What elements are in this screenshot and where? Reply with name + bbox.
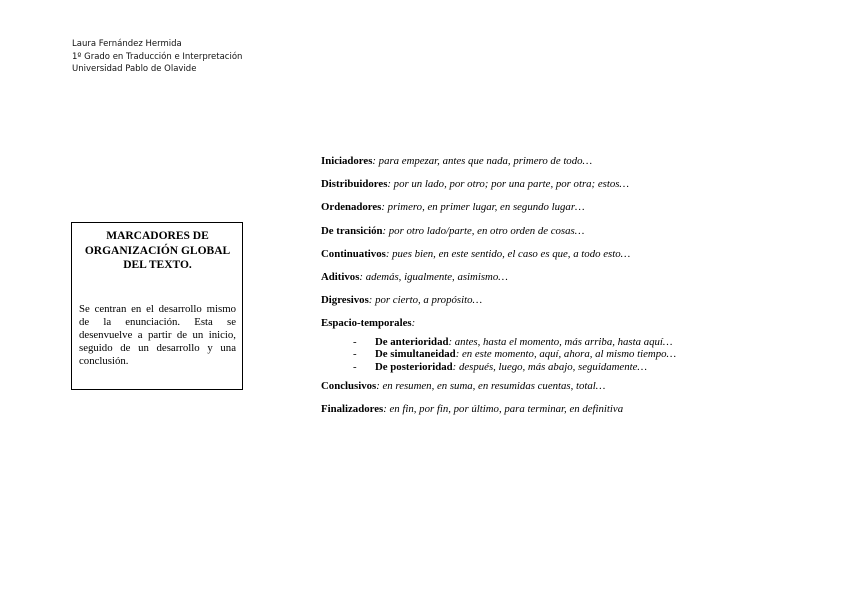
marker-entry-continuativos [321, 247, 821, 270]
marker-entry-iniciadores [321, 154, 821, 177]
marker-term: Continuativos [321, 247, 386, 260]
marker-term: Iniciadores [321, 155, 373, 167]
marker-term: Aditivos [321, 270, 360, 283]
marker-examples: : para empezar, antes que nada, primero de todo… [372, 155, 593, 167]
definition-box [71, 222, 243, 390]
sub-marker-term: De simultaneidad [375, 348, 456, 360]
markers-list [321, 154, 821, 425]
sub-marker-simultaneidad [353, 348, 821, 361]
marker-term: Espacio-temporales [321, 317, 412, 330]
marker-term: Ordenadores [321, 201, 382, 214]
marker-term: Conclusivos [321, 380, 377, 392]
marker-term: De transición [321, 224, 383, 237]
marker-entry-distribuidores [321, 177, 821, 200]
author-name: Laura Fernández Hermida [72, 39, 182, 49]
sub-marker-term: De posterioridad [375, 360, 453, 373]
marker-term: Digresivos [321, 294, 369, 307]
box-title: MARCADORES DE ORGANIZACIÓN GLOBAL DEL TEXTO. [84, 230, 231, 271]
dash-bullet: - [353, 335, 357, 348]
spatio-temporal-sublist [321, 336, 821, 374]
document-header [72, 38, 242, 76]
sub-marker-examples: : antes, hasta el momento, más arriba, hasta aquí… [448, 335, 673, 348]
course-name: 1º Grado en Traducción e Interpretación [72, 51, 243, 62]
marker-examples: : pues bien, en este sentido, el caso es que, a todo esto… [385, 247, 631, 260]
marker-examples: : por cierto, a propósito… [368, 294, 483, 307]
marker-entry-ordenadores [321, 200, 821, 223]
sub-marker-posterioridad [353, 361, 821, 374]
marker-examples: : en resumen, en suma, en resumidas cuentas, total… [376, 380, 606, 392]
sub-marker-examples: : después, luego, más abajo, seguidamente… [452, 360, 647, 373]
marker-entry-conclusivos [321, 379, 821, 402]
marker-term: Finalizadores [321, 403, 384, 416]
marker-term: Distribuidores [321, 178, 388, 191]
marker-entry-aditivos [321, 270, 821, 293]
university-name: Universidad Pablo de Olavide [72, 64, 197, 74]
marker-entry-finalizadores [321, 402, 821, 425]
marker-examples: : en fin, por fin, por último, para terminar, en definitiva [383, 403, 624, 416]
marker-examples: : primero, en primer lugar, en segundo lugar… [381, 201, 585, 214]
dash-bullet: - [353, 360, 357, 373]
marker-examples: : además, igualmente, asimismo… [359, 270, 508, 283]
dash-bullet: - [353, 348, 357, 360]
marker-examples: : [411, 317, 416, 330]
sub-marker-anterioridad [353, 336, 821, 349]
marker-entry-digresivos [321, 293, 821, 316]
marker-examples: : por otro lado/parte, en otro orden de cosas… [382, 224, 585, 237]
box-description: Se centran en el desarrollo mismo de la enunciación. Esta se desenvuelve a partir de un inicio, seguido de un desarrollo y una conclusión. [79, 302, 236, 367]
marker-examples: : por un lado, por otro; por una parte, por otra; estos… [387, 178, 630, 191]
sub-marker-term: De anterioridad [375, 335, 449, 348]
sub-marker-examples: : en este momento, aquí, ahora, al mismo tiempo… [455, 348, 677, 360]
marker-entry-de-transicion [321, 224, 821, 247]
